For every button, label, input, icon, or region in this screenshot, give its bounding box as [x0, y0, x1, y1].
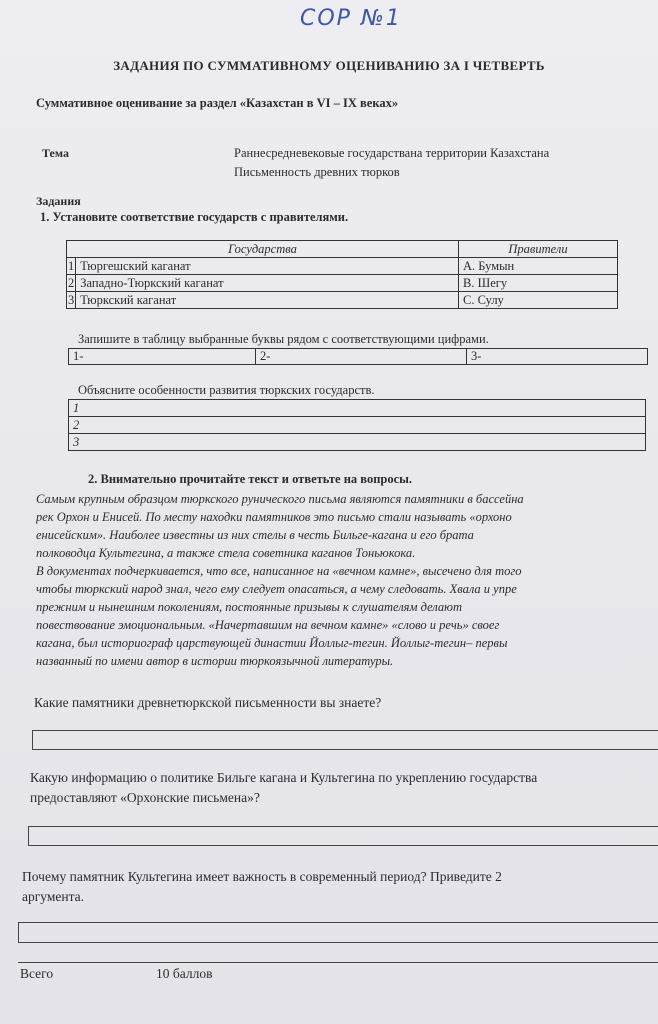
question-2-line-1: Какую информацию о политике Бильге кагана и Культегина по укреплению государства: [30, 770, 538, 785]
explain-row-1[interactable]: 1: [69, 400, 646, 417]
state-name: Тюркский каганат: [76, 292, 459, 309]
task2-text: 2. Внимательно прочитайте текст и ответьте на вопросы.: [88, 472, 413, 486]
ruler-name: А. Бумын: [459, 258, 618, 275]
answer-cell-1[interactable]: 1-: [69, 349, 256, 365]
passage-line: названный по имени автор в истории тюркоязычной литературы.: [36, 654, 394, 668]
header-rulers: Правители: [459, 241, 618, 258]
passage-line: полководца Культегина, а также стела советника каганов Тоньюкока.: [36, 546, 416, 560]
explain-row-2[interactable]: 2: [69, 417, 646, 434]
answer-line-2[interactable]: [28, 826, 658, 846]
passage-line: енисейским». Наиболее известны из них стелы в честь Бильге-кагана и его брата: [36, 528, 474, 542]
question-1: Какие памятники древнетюркской письменности вы знаете?: [34, 695, 382, 710]
matching-table: [66, 240, 618, 309]
row-number: 1: [68, 259, 75, 273]
total-points: 10 баллов: [156, 966, 213, 981]
question-2-line-2: предоставляют «Орхонские письмена»?: [30, 790, 260, 805]
ruler-name: В. Шегу: [459, 275, 618, 292]
tema-text: [234, 144, 549, 182]
passage-line: В документах подчеркивается, что все, написанное на «вечном камне», высечено для того: [36, 564, 522, 578]
page-title: ЗАДАНИЯ ПО СУММАТИВНОМУ ОЦЕНИВАНИЮ ЗА I ЧЕТВЕРТЬ: [113, 58, 545, 73]
answer-line-3[interactable]: [18, 922, 658, 943]
passage-line: прежним и нынешним поколениям, постоянные призывы к слушателям делают: [36, 600, 463, 614]
table-row: [67, 292, 618, 309]
tasks-label: Задания: [36, 194, 81, 208]
reading-passage: [36, 490, 658, 670]
fill-instruction: Запишите в таблицу выбранные буквы рядом с соответствующими цифрами.: [78, 332, 489, 346]
explain-row-3[interactable]: 3: [69, 434, 646, 451]
passage-line: кагана, был историограф царствующей династии Йоллыг-тегин. Йоллыг-тегин– первы: [36, 636, 508, 650]
answer-fill-table: [68, 348, 648, 365]
question-3-line-1: Почему памятник Культегина имеет важность в современный период? Приведите 2: [22, 869, 502, 884]
question-3-line-2: аргумента.: [22, 889, 85, 904]
table-row: [67, 258, 618, 275]
total-label: Всего: [20, 966, 54, 981]
tema-line-2: Письменность древних тюрков: [234, 165, 400, 179]
passage-line: повествование эмоциональным. «Начертавшим на вечном камне» «слово и речь» своег: [36, 618, 500, 632]
ruler-name: С. Сулу: [459, 292, 618, 309]
tema-line-1: Раннесредневековые государствана территории Казахстана: [234, 146, 550, 160]
state-name: Тюргешский каганат: [76, 258, 459, 275]
row-number: 3: [68, 293, 75, 307]
passage-line: Самым крупным образцом тюркского рунического письма являются памятники в бассейна: [36, 492, 524, 506]
explain-table: [68, 399, 646, 451]
passage-line: рек Орхон и Енисей. По месту находки памятников это письмо стали называть «орхоно: [36, 510, 512, 524]
answer-line-1[interactable]: [32, 730, 658, 750]
tema-label: Тема: [42, 146, 69, 160]
answer-cell-3[interactable]: 3-: [467, 349, 648, 365]
state-name: Западно-Тюркский каганат: [76, 275, 459, 292]
answer-line-3-bottom: [18, 962, 658, 963]
answer-cell-2[interactable]: 2-: [256, 349, 467, 365]
table-row: [67, 275, 618, 292]
page-subtitle: Суммативное оценивание за раздел «Казахстан в VI – IX веках»: [36, 96, 399, 110]
row-number: 2: [68, 276, 75, 290]
handwritten-note: СОР №1: [300, 6, 402, 31]
passage-line: чтобы тюркский народ знал, чего ему следует опасаться, а чему следовать. Хвала и упре: [36, 582, 517, 596]
header-states: Государства: [67, 241, 459, 258]
task1-text: 1. Установите соответствие государств с правителями.: [40, 210, 349, 224]
explain-instruction: Объясните особенности развития тюркских государств.: [78, 383, 375, 397]
matching-table-header: [67, 241, 618, 258]
